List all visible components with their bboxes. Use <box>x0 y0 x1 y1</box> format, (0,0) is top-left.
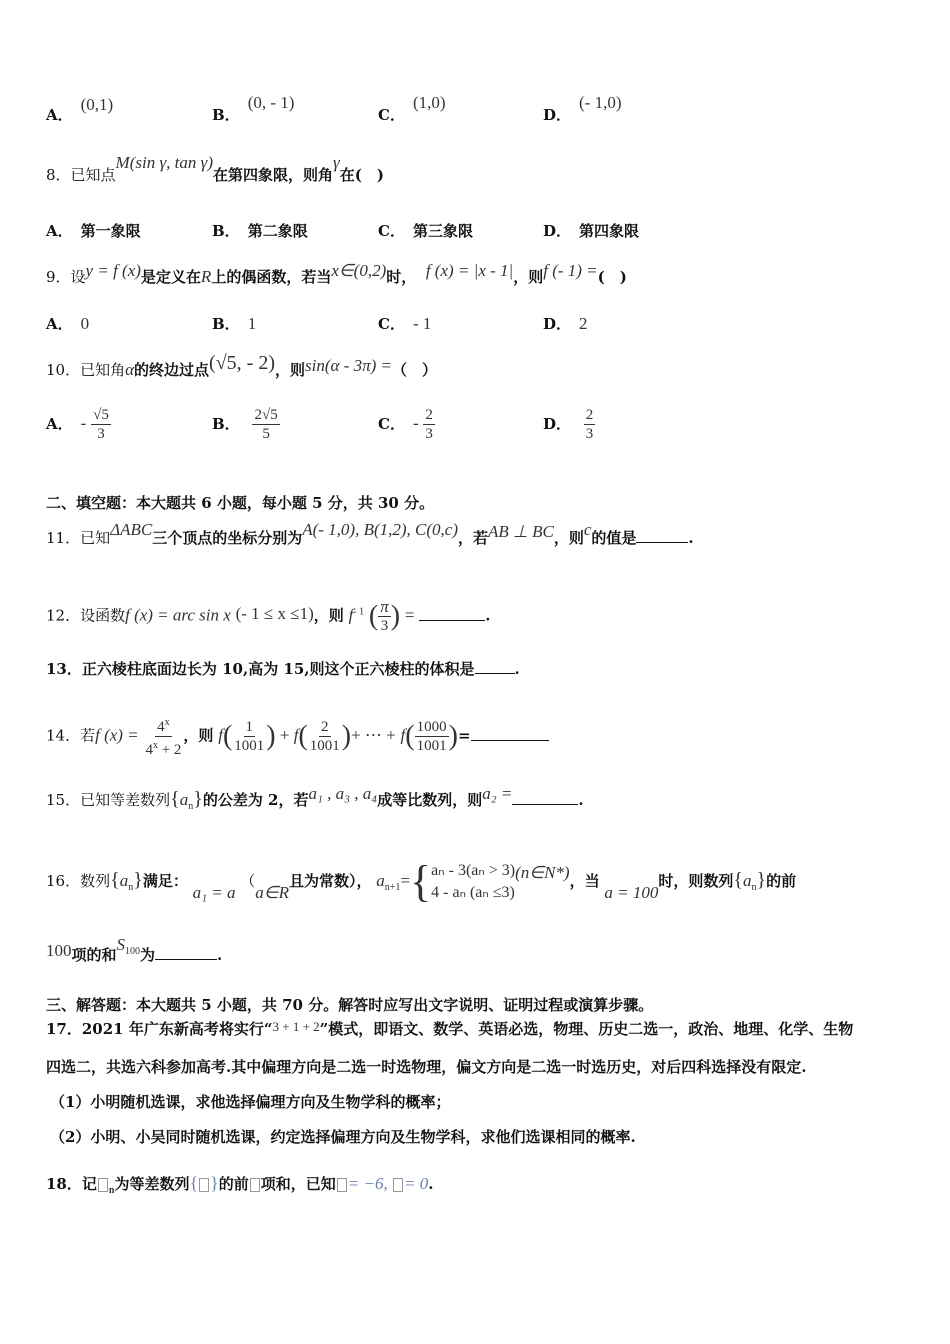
q17-line1: 17．2021 年广东新高考将实行“3 + 1 + 2”模式，即语文、数学、英语必选，物理、历史二选一，政治、地理、化学、生物 <box>46 1019 854 1038</box>
q10-option-c: C． - $\frac{2}{3}$ <box>378 407 433 442</box>
q7-option-c: C．(1,0) <box>378 93 446 124</box>
q15-answer-blank[interactable] <box>512 790 578 805</box>
q8-option-c: C． 第三象限 <box>378 222 473 240</box>
q7-option-a: A．(0,1) <box>46 95 114 124</box>
missing-glyph-icon <box>393 1178 403 1192</box>
q12-answer-blank[interactable] <box>419 606 485 621</box>
q8-option-a: A． 第一象限 <box>46 222 141 240</box>
q18-stem: 18．记 $_n$为等差数列{ }的前 项和，已知 = −6, = 0. <box>46 1173 434 1196</box>
q14-answer-blank[interactable] <box>471 726 549 741</box>
q12-stem: 12．设函数f (x) = arc sin x (- 1 ≤ x ≤1)，则 $f^{- 1}$ ( $\frac{\pi}{3}$ ) = . <box>46 597 491 634</box>
q11-stem: 11．已知ΔABC三个顶点的坐标分别为A(- 1,0), B(1,2), C(0,c)，若AB ⊥ BC，则c的值是 . <box>46 520 694 547</box>
q14-stem: 14．若f (x) = $\frac{4^x}{4^x + 2}$ ，则 f( $\frac{1}{1001}$ ) + f( $\frac{2}{1001}$ )+ ⋯ + f( $\frac{1000}{1001}$ )= <box>46 714 910 759</box>
q9-option-d: D． 2 <box>543 314 588 333</box>
section-2-heading: 二、填空题：本大题共 6 小题，每小题 5 分，共 30 分。 <box>46 494 435 512</box>
q10-option-a: A． - $\frac{√5}{3}$ <box>46 407 109 442</box>
q9-option-c: C． - 1 <box>378 314 432 333</box>
q17-line2: 四选二，共选六科参加高考.其中偏理方向是二选一时选物理，偏文方向是二选一时选历史，对后四科选择没有限定. <box>46 1058 807 1076</box>
missing-glyph-icon <box>98 1178 108 1192</box>
missing-glyph-icon <box>199 1178 209 1192</box>
q17-part1: （1）小明随机选课，求他选择偏理方向及生物学科的概率； <box>50 1093 451 1111</box>
q17-part2: （2）小明、小吴同时随机选课，约定选择偏理方向及生物学科，求他们选课相同的概率. <box>50 1128 636 1146</box>
q9-option-b: B． 1 <box>212 314 257 333</box>
q16-stem: 16．数列$\{a_n\}$满足： a₁ = a （a∈R且为常数）， $a_{n+1}=${ aₙ - 3(aₙ > 3) 4 - aₙ (aₙ ≤3) (n∈N*)，当 a = 100时，则数列$\{a_n\}$的前 <box>46 857 797 906</box>
q9-stem: 9．设y = f (x)是定义在R上的偶函数，若当x∈(0,2)时， f (x) = |x - 1|，则f (- 1) =( ) <box>46 261 627 286</box>
q15-stem: 15．已知等差数列$\{a_n\}$的公差为 2，若a₁ , a₃ , a₄成等比数列，则a₂ = . <box>46 784 584 812</box>
missing-glyph-icon <box>250 1178 260 1192</box>
q9-option-a: A． 0 <box>46 314 90 333</box>
q10-stem: 10．已知角α的终边过点(√5, - 2)，则sin(α - 3π) =（ ） <box>46 352 438 379</box>
q8-option-d: D． 第四象限 <box>543 222 640 240</box>
q7-option-d: D．(- 1,0) <box>543 93 622 124</box>
q8-stem: 8．已知点M(sin γ, tan γ)在第四象限，则角γ在( ) <box>46 153 384 184</box>
section-3-heading: 三、解答题：本大题共 5 小题，共 70 分。解答时应写出文字说明、证明过程或演算步骤。 <box>46 996 654 1014</box>
q10-option-b: B． $\frac{2√5}{5}$ <box>212 407 278 442</box>
q8-option-b: B． 第二象限 <box>212 222 308 240</box>
q11-answer-blank[interactable] <box>636 528 688 543</box>
q13-answer-blank[interactable] <box>475 659 515 674</box>
q16-answer-blank[interactable] <box>155 945 217 960</box>
missing-glyph-icon <box>337 1178 347 1192</box>
q10-option-d: D． $\frac{2}{3}$ <box>543 407 594 442</box>
q7-option-b: B．(0, - 1) <box>212 93 295 124</box>
q13-stem: 13．正六棱柱底面边长为 10,高为 15,则这个正六棱柱的体积是 . <box>46 660 520 678</box>
q16-line2: 100项的和$S_{100}$为 . <box>46 935 223 964</box>
